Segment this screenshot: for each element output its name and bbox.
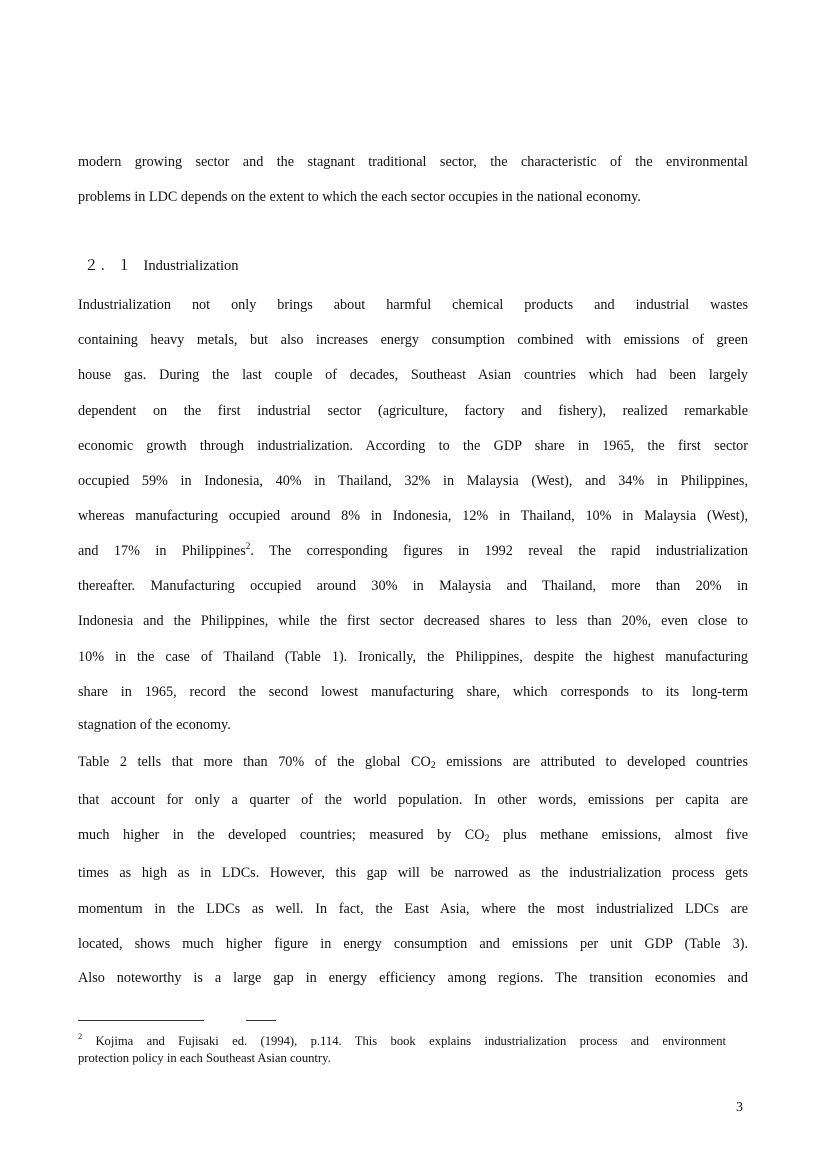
paragraph-1-line-9: thereafter. Manufacturing occupied around 30% in Malaysia and Thailand, more than 20% in (78, 578, 748, 594)
paragraph-1-line-1: Industrialization not only brings about harmful chemical products and industrial wastes (78, 297, 748, 313)
footnote-line-1 (78, 1033, 726, 1050)
section-heading (84, 256, 239, 276)
paragraph-1-line-10: Indonesia and the Philippines, while the first sector decreased shares to less than 20%, even close to (78, 613, 748, 629)
paragraph-1-line-3: house gas. During the last couple of decades, Southeast Asian countries which had been largely (78, 367, 748, 383)
intro-line-1: modern growing sector and the stagnant traditional sector, the characteristic of the environmental (78, 154, 748, 170)
paragraph-1-line-12: share in 1965, record the second lowest manufacturing share, which corresponds to its long-term (78, 684, 748, 700)
co2-subscript: 2 (484, 833, 490, 844)
paragraph-2-line-2: that account for only a quarter of the world population. In other words, emissions per capita are (78, 792, 748, 808)
paragraph-1-line-11: 10% in the case of Thailand (Table 1). Ironically, the Philippines, despite the highest manufacturing (78, 649, 748, 665)
paragraph-1-line-8-rest: . The corresponding figures in 1992 reveal the rapid industrialization (250, 543, 748, 559)
paragraph-1-line-8-text: and 17% in Philippines (78, 543, 246, 559)
paragraph-1-line-8 (78, 541, 748, 561)
paragraph-1-line-7: whereas manufacturing occupied around 8% in Indonesia, 12% in Thailand, 10% in Malaysia (West), (78, 508, 748, 524)
paragraph-1-line-2: containing heavy metals, but also increases energy consumption combined with emissions of green (78, 332, 748, 348)
footnote-rule (246, 1020, 276, 1021)
section-title: Industrialization (143, 258, 239, 274)
paragraph-2-line-5: momentum in the LDCs as well. In fact, the East Asia, where the most industrialized LDCs are (78, 901, 748, 917)
paragraph-1-line-5: economic growth through industrialization. According to the GDP share in 1965, the first sector (78, 438, 748, 454)
footnote-line-2: protection policy in each Southeast Asian country. (78, 1051, 331, 1065)
paragraph-2-line-7: Also noteworthy is a large gap in energy efficiency among regions. The transition economies and (78, 970, 748, 986)
paragraph-2-line-1-rest: emissions are attributed to developed countries (435, 754, 748, 770)
paragraph-1-line-4: dependent on the first industrial sector (agriculture, factory and fishery), realized remarkable (78, 403, 748, 419)
paragraph-1-line-6: occupied 59% in Indonesia, 40% in Thailand, 32% in Malaysia (West), and 34% in Philippines, (78, 473, 748, 489)
paragraph-2-line-3-rest: plus methane emissions, almost five (489, 827, 749, 843)
paragraph-2-line-3-text: much higher in the developed countries; measured by CO (78, 827, 485, 843)
paragraph-2-line-6: located, shows much higher figure in energy consumption and emissions per unit GDP (Table 3). (78, 936, 748, 952)
page-number: 3 (736, 1100, 743, 1115)
intro-line-2: problems in LDC depends on the extent to which the each sector occupies in the national economy. (78, 189, 641, 205)
paragraph-2-line-1 (78, 752, 748, 772)
footnote-rule (78, 1020, 204, 1021)
paragraph-1-line-13: stagnation of the economy. (78, 717, 231, 733)
paragraph-2-line-1-text: Table 2 tells that more than 70% of the global CO (78, 754, 431, 770)
section-number: ２．１ (84, 258, 134, 274)
co2-subscript: 2 (430, 760, 436, 771)
footnote-marker: 2 (78, 1032, 83, 1041)
paragraph-2-line-3 (78, 825, 748, 845)
footnote-reference: 2 (245, 541, 251, 551)
paragraph-2-line-4: times as high as in LDCs. However, this gap will be narrowed as the industrialization process gets (78, 865, 748, 881)
footnote-text: Kojima and Fujisaki ed. (1994), p.114. This book explains industrialization process and environment (82, 1034, 726, 1048)
